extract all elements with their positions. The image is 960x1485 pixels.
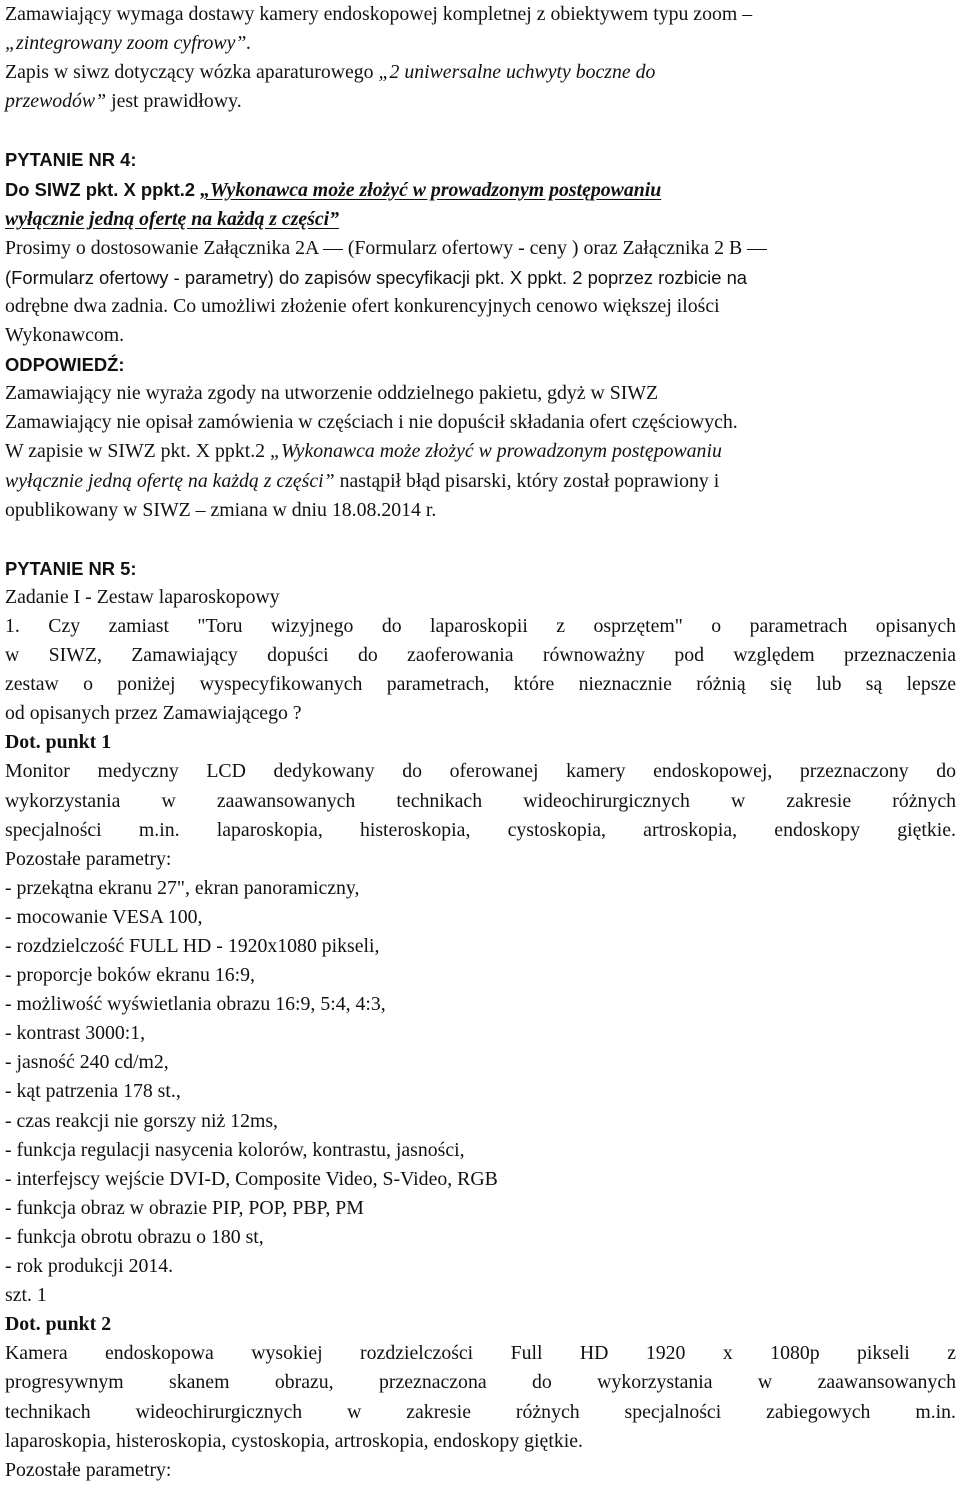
answer-4-line-1: Zamawiający nie wyraża zgody na utworzenie oddzielnego pakietu, gdyż w SIWZ: [5, 382, 659, 405]
dot-punkt-1-line-1: Monitor medyczny LCD dedykowany do oferowanej kamery endoskopowej, przeznaczony do: [5, 760, 956, 783]
intro-quote: „zintegrowany zoom cyfrowy”.: [5, 32, 252, 55]
question-5-heading: PYTANIE NR 5:: [5, 557, 137, 579]
answer-quote: wyłącznie jedną ofertę na każdą z części”: [5, 469, 335, 492]
param-item: - rok produkcji 2014.: [5, 1255, 174, 1278]
intro-line-2: [5, 29, 956, 58]
intro-line-4: [5, 87, 956, 116]
question-4-heading: PYTANIE NR 4:: [5, 149, 137, 171]
question-4-body-3: odrębne dwa zadnia. Co umożliwi złożenie ofert konkurencyjnych cenowo większej ilości: [5, 294, 720, 317]
question-4-body-4: Wykonawcom.: [5, 324, 125, 347]
param-item: - czas reakcji nie gorszy niż 12ms,: [5, 1109, 278, 1132]
param-item: - jasność 240 cd/m2,: [5, 1051, 169, 1074]
answer-4-line-2: Zamawiający nie opisał zamówienia w częściach i nie dopuścił składania ofert częściowych.: [5, 411, 738, 434]
question-5-para-3: zestaw o poniżej wyspecyfikowanych parametrach, które nieznacznie różnią się lub są lepsze: [5, 673, 956, 696]
param-item: - funkcja regulacji nasycenia kolorów, kontrastu, jasności,: [5, 1138, 465, 1161]
question-5-task: Zadanie I - Zestaw laparoskopowy: [5, 585, 280, 608]
intro-quote: „2 uniwersalne uchwyty boczne do: [378, 61, 656, 84]
question-4-reference-cont: wyłącznie jedną ofertę na każdą z części”: [5, 207, 340, 230]
dot-punkt-2-line-3: technikach wideochirurgicznych w zakresie różnych specjalności zabiegowych m.in.: [5, 1400, 956, 1423]
answer-4-heading: ODPOWIEDŹ:: [5, 354, 125, 376]
dot-punkt-2-line-2: progresywnym skanem obrazu, przeznaczona do wykorzystania w zaawansowanych: [5, 1371, 956, 1394]
param-item: - interfejscy wejście DVI-D, Composite Video, S-Video, RGB: [5, 1167, 498, 1190]
dot-punkt-2-other-params: Pozostałe parametry:: [5, 1458, 172, 1481]
dot-punkt-1-quantity: szt. 1: [5, 1284, 47, 1307]
param-item: - możliwość wyświetlania obrazu 16:9, 5:4, 4:3,: [5, 993, 386, 1016]
dot-punkt-1-line-2: wykorzystania w zaawansowanych technikach wideochirurgicznych w zakresie różnych: [5, 789, 956, 812]
question-5-para-1: 1. Czy zamiast "Toru wizyjnego do laparoskopii z osprzętem" o parametrach opisanych: [5, 614, 956, 637]
param-item: - rozdzielczość FULL HD - 1920x1080 pikseli,: [5, 935, 380, 957]
question-5-para-2: w SIWZ, Zamawiający dopuści do zaoferowania równoważny pod względem przeznaczenia: [5, 644, 956, 667]
question-4-reference: [5, 175, 956, 205]
intro-text: jest prawidłowy.: [106, 90, 242, 113]
dot-punkt-1-other-params: Pozostałe parametry:: [5, 847, 172, 870]
answer-text: nastąpił błąd pisarski, który został poprawiony i: [334, 469, 720, 492]
reference-quote: „Wykonawca może złożyć w prowadzonym postępowaniu: [200, 178, 662, 201]
answer-text: W zapisie w SIWZ pkt. X ppkt.2: [5, 440, 270, 463]
intro-text: Zapis w siwz dotyczący wózka aparaturowego: [5, 61, 379, 84]
intro-quote: przewodów”: [5, 90, 107, 113]
intro-line-3: [5, 58, 956, 87]
question-5-para-4: od opisanych przez Zamawiającego ?: [5, 702, 302, 725]
param-item: - mocowanie VESA 100,: [5, 905, 203, 928]
param-item: - funkcja obraz w obrazie PIP, POP, PBP, PM: [5, 1196, 364, 1219]
reference-label: Do SIWZ pkt. X ppkt.2: [5, 178, 201, 200]
dot-punkt-1-heading: Dot. punkt 1: [5, 731, 112, 754]
param-item: - funkcja obrotu obrazu o 180 st,: [5, 1225, 264, 1248]
param-item: - kontrast 3000:1,: [5, 1022, 146, 1045]
dot-punkt-2-line-4: laparoskopia, histeroskopia, cystoskopia, artroskopia, endoskopy giętkie.: [5, 1429, 583, 1452]
intro-text: Zamawiający wymaga dostawy kamery endoskopowej kompletnej z obiektywem typu zoom –: [5, 3, 753, 25]
answer-quote: „Wykonawca może złożyć w prowadzonym postępowaniu: [270, 440, 722, 463]
question-4-body-1: Prosimy o dostosowanie Załącznika 2A — (Formularz ofertowy - ceny ) oraz Załącznika 2 B —: [5, 236, 767, 259]
dot-punkt-2-heading: Dot. punkt 2: [5, 1313, 112, 1336]
question-4-body-2: (Formularz ofertowy - parametry) do zapisów specyfikacji pkt. X ppkt. 2 poprzez rozbicie na: [5, 266, 748, 288]
param-item: - kąt patrzenia 178 st.,: [5, 1080, 181, 1103]
answer-4-line-5: opublikowany w SIWZ – zmiana w dniu 18.08.2014 r.: [5, 498, 437, 521]
param-item: - przekątna ekranu 27", ekran panoramiczny,: [5, 876, 360, 899]
intro-line-1: [5, 0, 956, 29]
param-item: - proporcje boków ekranu 16:9,: [5, 964, 255, 987]
answer-4-line-3: [5, 437, 956, 466]
answer-4-line-4: [5, 467, 956, 496]
dot-punkt-2-line-1: Kamera endoskopowa wysokiej rozdzielczości Full HD 1920 x 1080p pikseli z: [5, 1342, 956, 1365]
dot-punkt-1-line-3: specjalności m.in. laparoskopia, histeroskopia, cystoskopia, artroskopia, endoskopy giętkie.: [5, 818, 956, 841]
